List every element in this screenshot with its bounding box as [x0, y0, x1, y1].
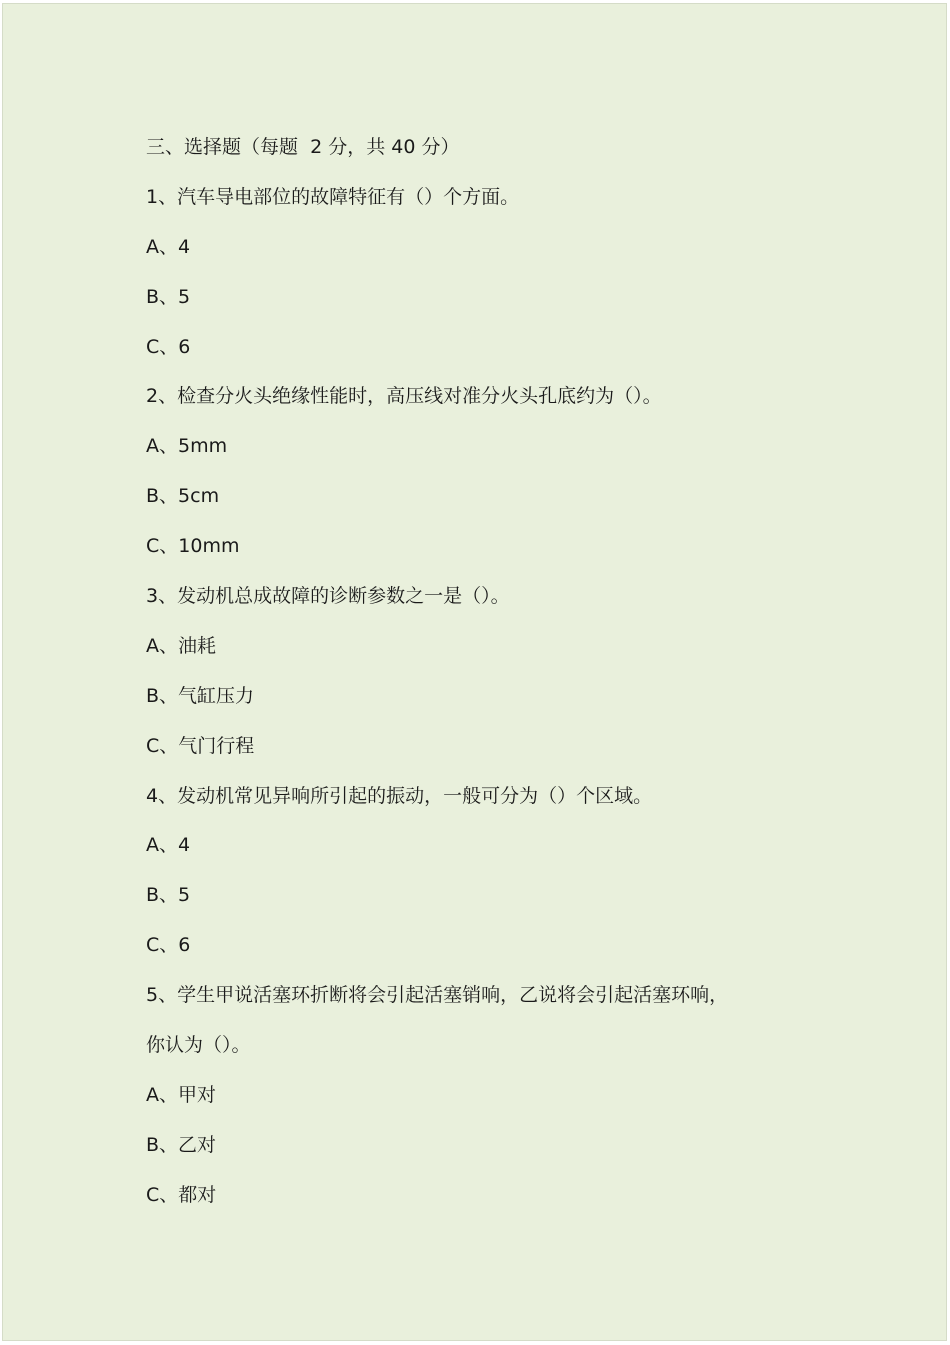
- option-b: B、气缸压力: [146, 684, 255, 707]
- option-b: B、5: [146, 884, 191, 907]
- option-a: A、5mm: [146, 435, 228, 458]
- question-content: [146, 128, 846, 1226]
- option-b: B、5cm: [146, 485, 220, 508]
- question-2: [146, 377, 846, 577]
- document-page: [2, 3, 947, 1341]
- option-a: A、油耗: [146, 634, 216, 657]
- question-stem: 3、发动机总成故障的诊断参数之一是（）。: [146, 585, 510, 608]
- question-4: [146, 777, 846, 977]
- question-stem: 2、检查分火头绝缘性能时，高压线对准分火头孔底约为（）。: [146, 385, 662, 408]
- option-c: C、6: [146, 934, 191, 957]
- question-stem-continued: 你认为（）。: [146, 1034, 251, 1057]
- option-a: A、4: [146, 834, 191, 857]
- question-stem: 1、汽车导电部位的故障特征有（）个方面。: [146, 185, 520, 208]
- option-b: B、乙对: [146, 1133, 217, 1156]
- option-c: C、6: [146, 335, 191, 358]
- question-1: [146, 178, 846, 378]
- option-a: A、4: [146, 235, 191, 258]
- question-stem: 5、学生甲说活塞环折断将会引起活塞销响，乙说将会引起活塞环响，: [146, 984, 729, 1007]
- option-c: C、都对: [146, 1183, 217, 1206]
- section-heading: 三、选择题（每题 2 分，共 40 分）: [146, 136, 460, 158]
- question-5: [146, 976, 846, 1225]
- question-3: [146, 577, 846, 777]
- option-c: C、气门行程: [146, 734, 255, 757]
- option-b: B、5: [146, 285, 191, 308]
- question-stem: 4、发动机常见异响所引起的振动，一般可分为（）个区域。: [146, 784, 653, 807]
- option-c: C、10mm: [146, 535, 240, 558]
- option-a: A、甲对: [146, 1083, 216, 1106]
